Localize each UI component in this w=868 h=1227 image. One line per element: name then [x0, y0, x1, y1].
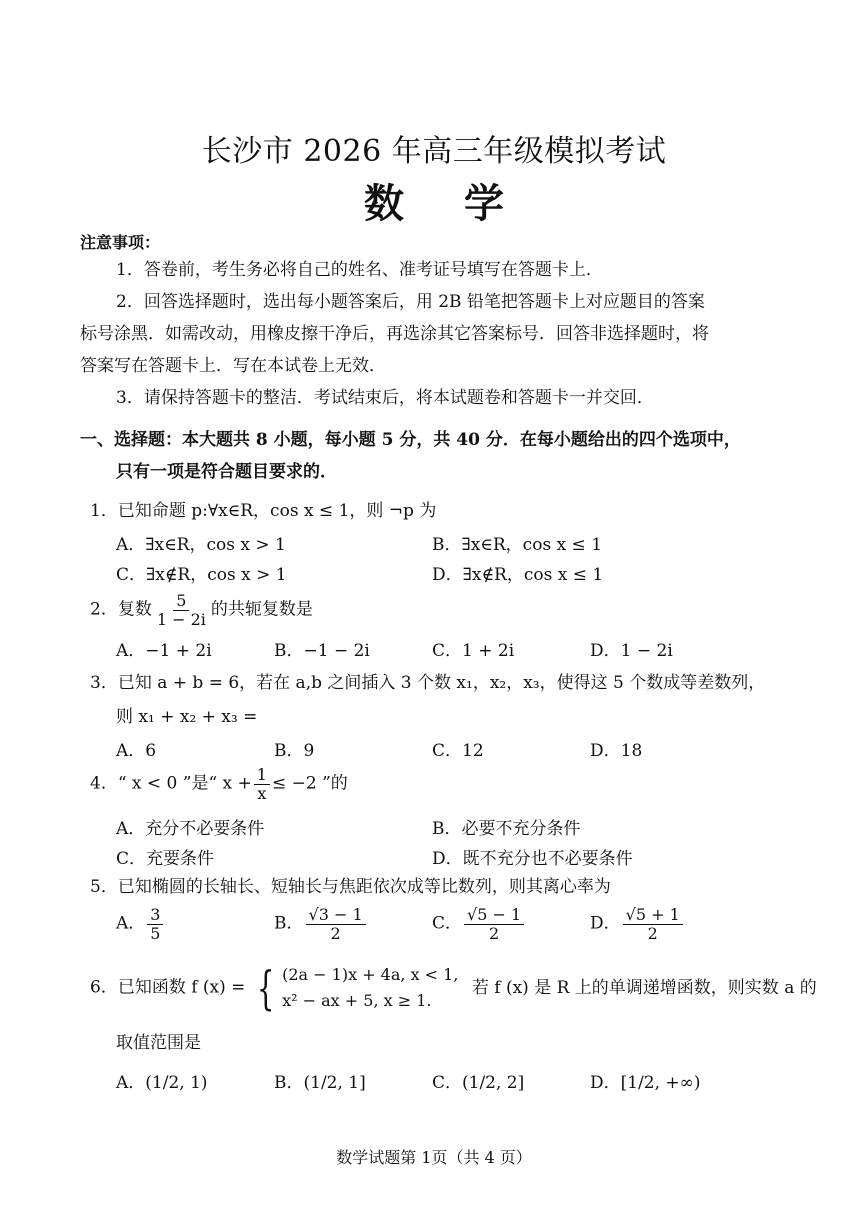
question-5-option-d: [590, 906, 685, 942]
question-3-option-a: A．6: [116, 741, 157, 761]
question-1-option-d: D．∃x∉R，cos x ≤ 1: [432, 565, 604, 585]
question-6-cases: [282, 962, 458, 1014]
question-4-prefix: 4．“ x < 0 ”是“ x +: [90, 773, 252, 794]
question-1-option-b: B．∃x∈R，cos x ≤ 1: [432, 535, 603, 555]
question-2-fraction-num: 5: [173, 592, 189, 611]
question-4-option-a: A．充分不必要条件: [116, 819, 265, 839]
question-5-option-c-den: 2: [488, 923, 500, 943]
question-5-option-d-label: D．: [590, 913, 621, 934]
question-6-option-d: D．[1/2, +∞): [590, 1073, 701, 1093]
subject-title: 数学: [364, 180, 564, 227]
question-1-stem: 1．已知命题 p:∀x∈R，cos x ≤ 1，则 ¬p 为: [90, 501, 437, 521]
question-5-option-c: [432, 906, 526, 942]
question-2-suffix: 的共轭复数是: [210, 599, 313, 620]
question-5-option-b-num: √3 − 1: [306, 906, 366, 925]
question-3-stem-line2: 则 x₁ + x₂ + x₃ =: [116, 707, 258, 727]
question-5-option-b-den: 2: [330, 923, 341, 943]
question-5-option-a: [116, 906, 165, 942]
question-6-case-1: (2a − 1)x + 4a, x < 1,: [282, 965, 459, 984]
question-3-option-c: C．12: [432, 741, 484, 761]
question-4-fraction: [254, 766, 270, 802]
question-2-option-c: C．1 + 2i: [432, 641, 515, 661]
question-2-stem: [90, 592, 313, 628]
question-4-stem: [90, 766, 348, 802]
question-2-fraction-den: 1 − 2i: [156, 609, 206, 629]
question-4-option-b: B．必要不充分条件: [432, 819, 581, 839]
question-5-option-a-label: A．: [116, 913, 146, 934]
exam-title: 长沙市 2026 年高三年级模拟考试: [201, 134, 667, 169]
question-5-option-d-fraction: [623, 906, 683, 942]
question-5-option-a-num: 3: [147, 906, 163, 925]
question-6-case-2: x² − ax + 5, x ≥ 1.: [282, 991, 432, 1010]
question-6-option-b: B．(1/2, 1]: [274, 1073, 366, 1093]
question-5-stem: 5．已知椭圆的长轴长、短轴长与焦距依次成等比数列，则其离心率为: [90, 877, 611, 897]
note-item-1: 1．答卷前，考生务必将自己的姓名、准考证号填写在答题卡上．: [116, 260, 603, 280]
question-5-option-b-label: B．: [274, 913, 304, 934]
section-heading-line1: 一、选择题：本大题共 8 小题，每小题 5 分，共 40 分．在每小题给出的四个选项中，: [80, 430, 741, 450]
note-item-2: 2．回答选择题时，选出每小题答案后，用 2B 铅笔把答题卡上对应题目的答案: [116, 292, 705, 312]
question-2-option-a: A．−1 + 2i: [116, 641, 212, 661]
question-5-option-a-den: 5: [150, 923, 161, 943]
question-6-stem-line2: 取值范围是: [116, 1033, 201, 1053]
question-1-option-c: C．∃x∉R，cos x > 1: [116, 565, 287, 585]
question-4-option-c: C．充要条件: [116, 849, 215, 869]
notes-heading: 注意事项：: [80, 233, 161, 252]
question-6-option-a: A．(1/2, 1): [116, 1073, 208, 1093]
note-item-3: 3．请保持答题卡的整洁．考试结束后，将本试题卷和答题卡一并交回．: [116, 388, 654, 408]
question-6-suffix: 若 f (x) 是 R 上的单调递增函数，则实数 a 的: [471, 977, 817, 998]
question-2-prefix: 2．复数: [90, 599, 152, 620]
note-item-2-cont: 标号涂黑．如需改动，用橡皮擦干净后，再选涂其它答案标号．回答非选择题时，将: [80, 324, 709, 344]
question-6-prefix: 6．已知函数 f (x) =: [90, 977, 246, 998]
question-6-piecewise: [251, 962, 459, 1014]
question-3-option-b: B．9: [274, 741, 315, 761]
question-5-option-c-fraction: [464, 906, 524, 942]
section-heading-line2: 只有一项是符合题目要求的．: [116, 462, 337, 482]
question-6-option-c: C．(1/2, 2]: [432, 1073, 525, 1093]
question-5-option-c-label: C．: [432, 913, 463, 934]
page-footer: 数学试题第 1页（共 4 页）: [336, 1148, 532, 1167]
question-3-stem-line1: 3．已知 a + b = 6，若在 a,b 之间插入 3 个数 x₁，x₂，x₃，使得这 5 个数成等差数列，: [90, 673, 766, 693]
question-3-option-d: D．18: [590, 741, 643, 761]
question-4-option-d: D．既不充分也不必要条件: [432, 849, 633, 869]
question-5-option-b: [274, 906, 368, 942]
question-1-option-a: A．∃x∈R，cos x > 1: [116, 535, 286, 555]
question-5-option-b-fraction: [306, 906, 366, 942]
question-5-option-d-den: 2: [647, 923, 658, 943]
question-5-option-d-num: √5 + 1: [623, 906, 683, 925]
left-brace-icon: {: [256, 961, 275, 1015]
question-2-option-d: D．1 − 2i: [590, 641, 673, 661]
question-4-suffix: ≤ −2 ”的: [271, 773, 348, 794]
note-item-2-cont2: 答案写在答题卡上．写在本试卷上无效．: [80, 356, 386, 376]
question-4-fraction-num: 1: [254, 766, 270, 785]
question-4-fraction-den: x: [257, 783, 267, 803]
question-2-fraction: [154, 592, 209, 628]
question-2-option-b: B．−1 − 2i: [274, 641, 370, 661]
question-5-option-c-num: √5 − 1: [464, 906, 524, 925]
question-6-stem: [90, 962, 817, 1014]
question-5-option-a-fraction: [147, 906, 163, 942]
